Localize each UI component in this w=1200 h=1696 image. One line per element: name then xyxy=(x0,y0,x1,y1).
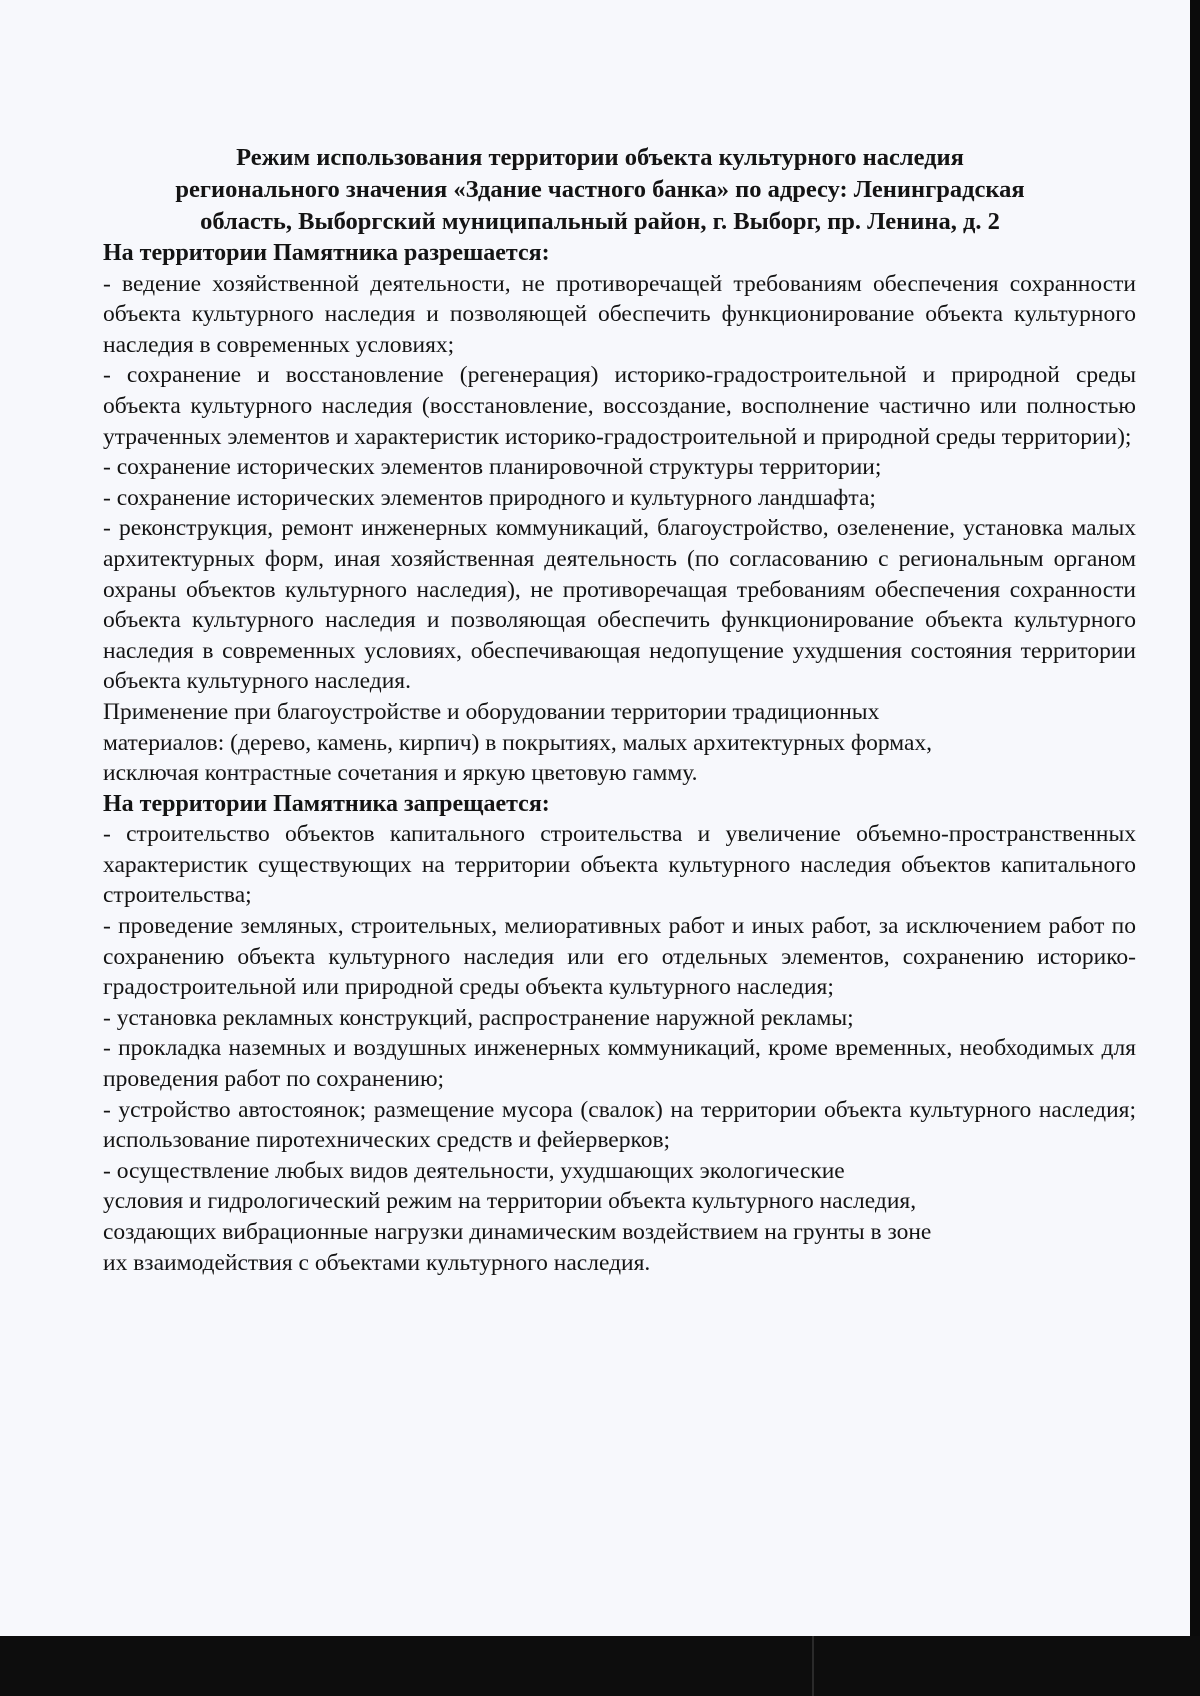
materials-line: исключая контрастные сочетания и яркую цветовую гамму. xyxy=(103,760,698,787)
prohibited-item: - прокладка наземных и воздушных инженерных коммуникаций, кроме временных, необходимых для проведения работ по сохранению; xyxy=(103,1035,1136,1093)
prohibited-last-line: их взаимодействия с объектами культурного наследия. xyxy=(103,1249,651,1276)
title-line: Режим использования территории объекта культурного наследия xyxy=(236,144,964,171)
allowed-item: - сохранение исторических элементов планировочной структуры территории; xyxy=(103,454,882,481)
title-line: регионального значения «Здание частного банка» по адресу: Ленинградская xyxy=(175,176,1025,203)
prohibited-item-last xyxy=(103,1156,1136,1278)
prohibited-last-line: создающих вибрационные нагрузки динамическим воздействием на грунты в зоне xyxy=(103,1219,932,1245)
allowed-heading: На территории Памятника разрешается: xyxy=(103,240,550,266)
materials-line: Применение при благоустройстве и оборудовании территории традиционных xyxy=(103,698,880,725)
materials-paragraph xyxy=(103,697,1136,789)
prohibited-last-line: условия и гидрологический режим на территории объекта культурного наследия, xyxy=(103,1188,917,1215)
allowed-item: - реконструкция, ремонт инженерных коммуникаций, благоустройство, озеленение, установка малых архитектурных форм, иная хозяйственная деятельность (по согласованию с региональным органом охраны объектов культурного наследия), не противоречащая требованиям обеспечения сохранности объекта культурного наследия и позволяющая обеспечить функционирование объекта культурного наследия в современных условиях, обеспечивающая недопущение ухудшения состояния территории объекта культурного наследия. xyxy=(103,515,1136,695)
title-line: область, Выборгский муниципальный район, г. Выборг, пр. Ленина, д. 2 xyxy=(200,208,1000,235)
scan-seam xyxy=(812,1636,814,1696)
scan-edge-bottom xyxy=(0,1636,1200,1696)
allowed-item: - сохранение исторических элементов природного и культурного ландшафта; xyxy=(103,484,876,511)
prohibited-heading: На территории Памятника запрещается: xyxy=(103,790,550,817)
prohibited-item: - установка рекламных конструкций, распространение наружной рекламы; xyxy=(103,1004,854,1031)
scan-edge-right xyxy=(1190,0,1200,1636)
allowed-item: - ведение хозяйственной деятельности, не противоречащей требованиям обеспечения сохранности объекта культурного наследия и позволяющей обеспечить функционирование объекта культурного наследия в современных условиях; xyxy=(103,270,1136,358)
prohibited-last-line: - осуществление любых видов деятельности, ухудшающих экологические xyxy=(103,1157,845,1184)
prohibited-item: - устройство автостоянок; размещение мусора (свалок) на территории объекта культурного наследия; использование пиротехнических средств и фейерверков; xyxy=(103,1096,1136,1154)
materials-line: материалов: (дерево, камень, кирпич) в покрытиях, малых архитектурных формах, xyxy=(103,729,933,756)
prohibited-item: - проведение земляных, строительных, мелиоративных работ и иных работ, за исключением работ по сохранению объекта культурного наследия или его отдельных элементов, сохранению историко-градостроительной или природной среды объекта культурного наследия; xyxy=(103,913,1136,1001)
prohibited-item: - строительство объектов капитального строительства и увеличение объемно-пространственных характеристик существующих на территории объекта культурного наследия объектов капитального строительства; xyxy=(103,821,1136,909)
document-title xyxy=(100,142,1100,238)
allowed-item: - сохранение и восстановление (регенерация) историко-градостроительной и природной среды объекта культурного наследия (восстановление, воссоздание, восполнение частично или полностью утраченных элементов и характеристик историко-градостроительной и природной среды территории); xyxy=(103,362,1136,450)
document-body xyxy=(103,238,1136,1278)
